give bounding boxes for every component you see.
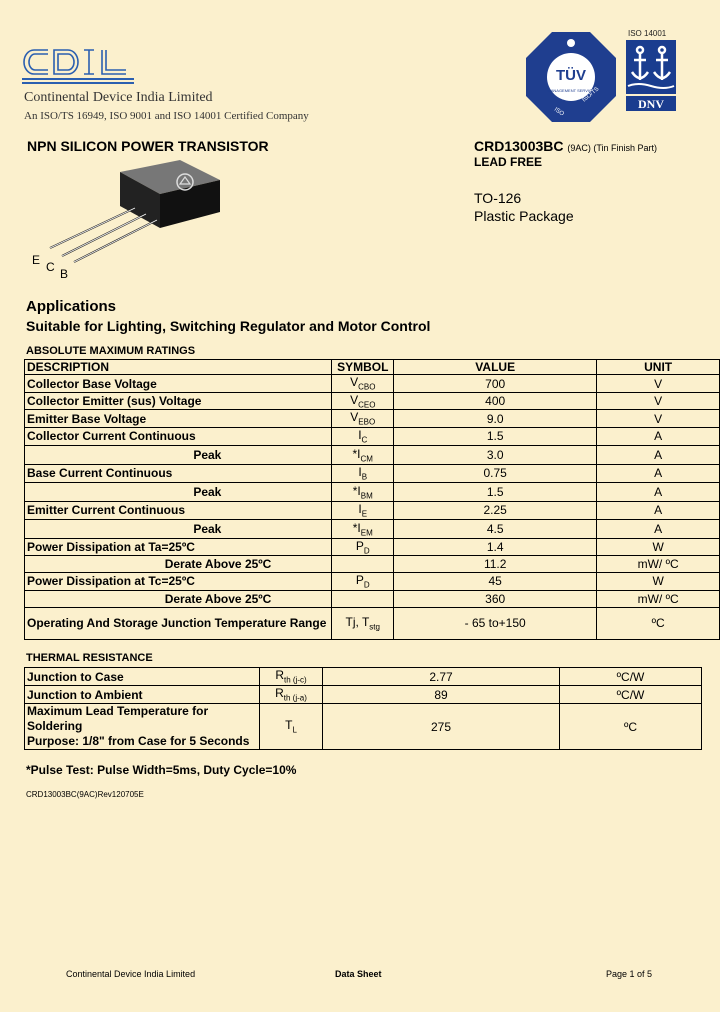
row-value: 0.75 [394,464,597,482]
iso14001-label: ISO 14001 [628,29,667,38]
row-symbol: $I_B$ [332,464,394,482]
pin-c-label: C [46,260,55,274]
table-row [25,519,720,538]
table-row [25,410,720,427]
svg-text:ISO/TS: ISO/TS [581,86,601,104]
row-value: 89 [323,686,560,704]
row-description: Junction to Case [25,668,260,686]
svg-text:MANAGEMENT SERVICE: MANAGEMENT SERVICE [547,88,595,93]
tuv-certification-seal [524,30,618,124]
lead-temp-description: Maximum Lead Temperature for Soldering [27,704,209,733]
row-description: Peak [25,445,332,464]
row-symbol: $V_{CBO}$ [332,375,394,393]
cdil-logo [22,42,134,86]
row-symbol: Tj, $T_{stg}$ [332,607,394,639]
package-description: Plastic Package [474,208,574,224]
row-description: Peak [25,482,332,501]
row-description: Collector Current Continuous [25,427,332,445]
row-description: Peak [25,519,332,538]
abs-max-heading: ABSOLUTE MAXIMUM RATINGS [26,345,196,357]
row-value: 11.2 [394,556,597,573]
pulse-test-note: *Pulse Test: Pulse Width=5ms, Duty Cycle=10% [26,763,297,777]
row-unit: ºC/W [560,668,702,686]
table-row [25,590,720,607]
row-value: 1.5 [394,427,597,445]
row-value: 700 [394,375,597,393]
row-description: Operating And Storage Junction Temperature Range [25,607,332,639]
table-row [25,538,720,555]
row-description: Collector Emitter (sus) Voltage [25,393,332,410]
row-description: Derate Above 25ºC [25,590,332,607]
table-row [25,393,720,410]
row-unit: W [597,573,720,590]
package-type: TO-126 [474,190,522,206]
product-title: NPN SILICON POWER TRANSISTOR [27,138,269,154]
row-value: 400 [394,393,597,410]
row-unit: A [597,445,720,464]
row-unit: ºC/W [560,686,702,704]
abs-max-table [24,359,720,640]
header-description: DESCRIPTION [25,360,332,375]
footer-doc-type: Data Sheet [335,969,382,979]
lead-free-label: LEAD FREE [474,155,543,169]
row-value: 2.25 [394,501,597,519]
table-row [25,464,720,482]
row-unit: V [597,375,720,393]
row-description: Derate Above 25ºC [25,556,332,573]
row-symbol: $*I_{BM}$ [332,482,394,501]
header-value: VALUE [394,360,597,375]
table-row [25,573,720,590]
row-symbol: $V_{CEO}$ [332,393,394,410]
row-symbol: $I_C$ [332,427,394,445]
part-suffix: (9AC) (Tin Finish Part) [567,143,658,153]
row-value: 1.5 [394,482,597,501]
pin-b-label: B [60,267,69,280]
row-description: Power Dissipation at Tc=25ºC [25,573,332,590]
row-symbol: $I_E$ [332,501,394,519]
row-description: Emitter Current Continuous [25,501,332,519]
row-description: Power Dissipation at Ta=25ºC [25,538,332,555]
applications-heading: Applications [26,298,117,315]
footer-page-number: Page 1 of 5 [606,969,653,979]
part-number-line [474,138,657,154]
row-value: 4.5 [394,519,597,538]
row-unit: A [597,501,720,519]
thermal-heading: THERMAL RESISTANCE [26,652,153,664]
header-symbol: SYMBOL [332,360,394,375]
row-symbol: $T_L$ [260,704,323,750]
row-symbol: $P_D$ [332,573,394,590]
table-row [25,686,702,704]
row-unit: A [597,519,720,538]
table-row [25,427,720,445]
svg-text:TÜV: TÜV [556,67,586,84]
row-value: 45 [394,573,597,590]
row-unit: mW/ ºC [597,556,720,573]
row-unit: ºC [560,704,702,750]
part-number: CRD13003BC [474,138,564,154]
footer-company: Continental Device India Limited [66,969,196,979]
company-name: Continental Device India Limited [24,90,213,105]
header-unit: UNIT [597,360,720,375]
row-value: 360 [394,590,597,607]
row-value: 1.4 [394,538,597,555]
row-symbol: $P_D$ [332,538,394,555]
anchor-certification-icon [626,40,676,94]
thermal-table [24,667,702,750]
row-unit: A [597,427,720,445]
row-symbol [332,556,394,573]
row-description: Collector Base Voltage [25,375,332,393]
row-value: 9.0 [394,410,597,427]
table-row [25,668,702,686]
table-row [25,556,720,573]
table-row [25,501,720,519]
row-description: Junction to Ambient [25,686,260,704]
row-unit: V [597,393,720,410]
row-symbol: $*I_{EM}$ [332,519,394,538]
transistor-package-drawing [30,150,230,280]
row-symbol: $V_{EBO}$ [332,410,394,427]
table-row [25,607,720,639]
lead-temp-purpose: Purpose: 1/8" from Case for 5 Seconds [27,734,250,748]
applications-text: Suitable for Lighting, Switching Regulator and Motor Control [26,318,431,334]
row-description [25,704,260,750]
table-row [25,482,720,501]
row-description: Base Current Continuous [25,464,332,482]
row-description: Emitter Base Voltage [25,410,332,427]
row-value: - 65 to+150 [394,607,597,639]
table-row [25,375,720,393]
dnv-logo [626,96,676,111]
row-value: 2.77 [323,668,560,686]
row-unit: W [597,538,720,555]
row-value: 275 [323,704,560,750]
row-unit: mW/ ºC [597,590,720,607]
table-row [25,704,702,750]
certification-line: An ISO/TS 16949, ISO 9001 and ISO 14001 Certified Company [24,110,309,122]
row-symbol [332,590,394,607]
row-value: 3.0 [394,445,597,464]
row-unit: A [597,482,720,501]
svg-text:ISO: ISO [552,106,565,118]
row-unit: A [597,464,720,482]
row-unit: V [597,410,720,427]
row-unit: ºC [597,607,720,639]
row-symbol: $R_{th (j-a)}$ [260,686,323,704]
revision-code: CRD13003BC(9AC)Rev120705E [26,790,144,799]
row-symbol: $*I_{CM}$ [332,445,394,464]
dnv-text: DNV [638,97,664,111]
pin-e-label: E [32,253,41,267]
table-row [25,445,720,464]
row-symbol: $R_{th (j-c)}$ [260,668,323,686]
